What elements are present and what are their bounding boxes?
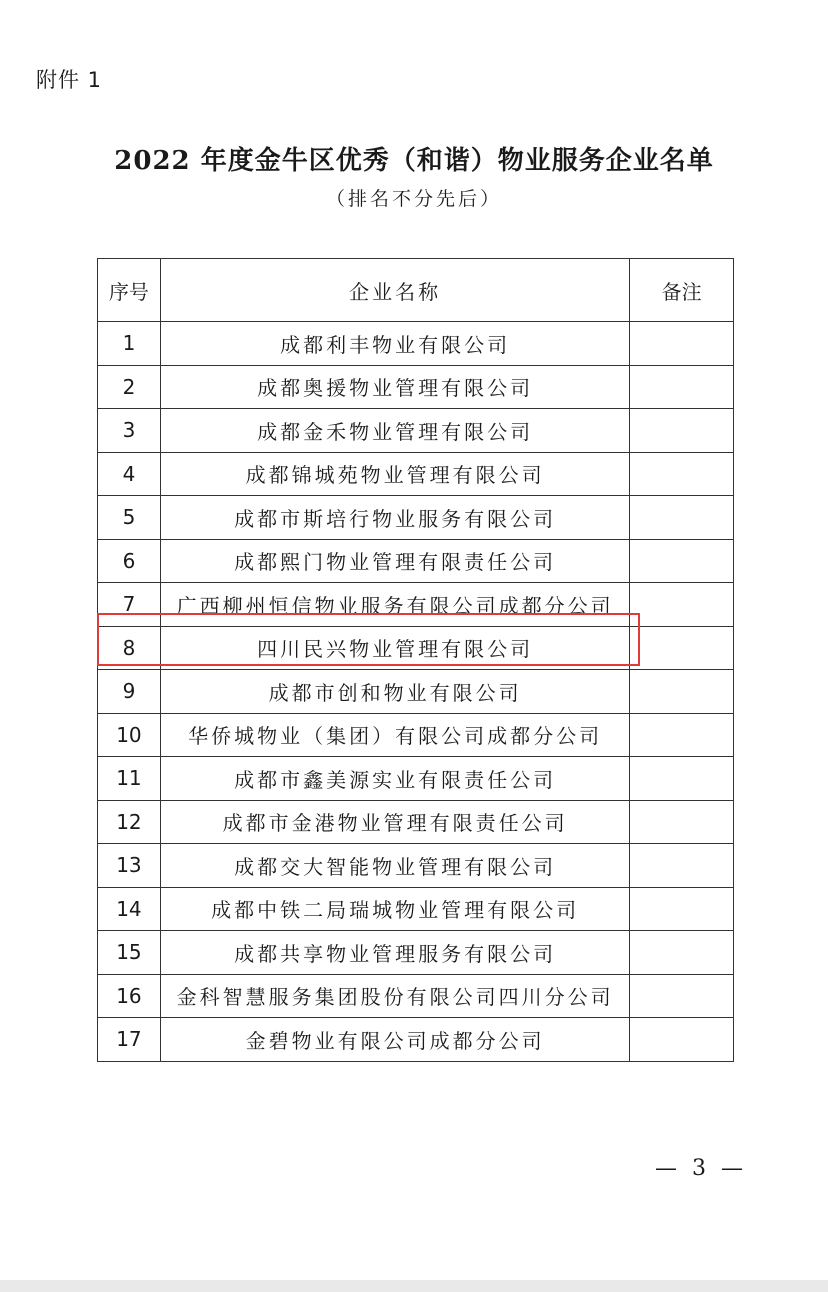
table-row [98, 583, 734, 627]
cell-serial-number: 17 [98, 1018, 161, 1062]
cell-enterprise-name: 广西柳州恒信物业服务有限公司成都分公司 [160, 583, 629, 627]
cell-enterprise-name: 成都利丰物业有限公司 [160, 322, 629, 366]
table-row [98, 800, 734, 844]
cell-remarks [630, 757, 734, 801]
cell-enterprise-name: 成都熙门物业管理有限责任公司 [160, 539, 629, 583]
cell-serial-number: 16 [98, 974, 161, 1018]
cell-enterprise-name: 成都市金港物业管理有限责任公司 [160, 800, 629, 844]
cell-remarks [630, 931, 734, 975]
cell-remarks [630, 322, 734, 366]
table-header-row [98, 259, 734, 322]
cell-serial-number: 12 [98, 800, 161, 844]
cell-remarks [630, 409, 734, 453]
cell-serial-number: 14 [98, 887, 161, 931]
cell-enterprise-name: 华侨城物业（集团）有限公司成都分公司 [160, 713, 629, 757]
table-row [98, 496, 734, 540]
document-subtitle: （排名不分先后） [325, 188, 502, 210]
cell-enterprise-name: 成都市斯培行物业服务有限公司 [160, 496, 629, 540]
cell-remarks [630, 583, 734, 627]
cell-remarks [630, 626, 734, 670]
cell-remarks [630, 365, 734, 409]
cell-serial-number: 1 [98, 322, 161, 366]
cell-enterprise-name: 成都金禾物业管理有限公司 [160, 409, 629, 453]
cell-remarks [630, 670, 734, 714]
table-row [98, 322, 734, 366]
cell-enterprise-name: 金碧物业有限公司成都分公司 [160, 1018, 629, 1062]
cell-remarks [630, 539, 734, 583]
cell-serial-number: 4 [98, 452, 161, 496]
cell-enterprise-name: 成都中铁二局瑞城物业管理有限公司 [160, 887, 629, 931]
cell-enterprise-name: 成都奥援物业管理有限公司 [160, 365, 629, 409]
cell-remarks [630, 1018, 734, 1062]
cell-remarks [630, 974, 734, 1018]
cell-serial-number: 15 [98, 931, 161, 975]
cell-enterprise-name: 四川民兴物业管理有限公司 [160, 626, 629, 670]
cell-serial-number: 9 [98, 670, 161, 714]
cell-serial-number: 7 [98, 583, 161, 627]
attachment-label: 附件 1 [36, 68, 103, 92]
cell-enterprise-name: 成都市创和物业有限公司 [160, 670, 629, 714]
page-number: — 3 — [655, 1156, 747, 1181]
cell-serial-number: 2 [98, 365, 161, 409]
cell-remarks [630, 496, 734, 540]
table-row [98, 365, 734, 409]
header-serial-number: 序号 [98, 259, 161, 322]
table-row [98, 670, 734, 714]
cell-enterprise-name: 成都锦城苑物业管理有限公司 [160, 452, 629, 496]
cell-serial-number: 3 [98, 409, 161, 453]
cell-serial-number: 10 [98, 713, 161, 757]
table-row [98, 1018, 734, 1062]
cell-remarks [630, 800, 734, 844]
header-enterprise-name: 企业名称 [160, 259, 629, 322]
table-row [98, 844, 734, 888]
table-row [98, 539, 734, 583]
cell-serial-number: 13 [98, 844, 161, 888]
table-row [98, 713, 734, 757]
document-title: 2022 年度金牛区优秀（和谐）物业服务企业名单 [114, 146, 714, 176]
cell-serial-number: 8 [98, 626, 161, 670]
cell-enterprise-name: 金科智慧服务集团股份有限公司四川分公司 [160, 974, 629, 1018]
table-row [98, 626, 734, 670]
cell-enterprise-name: 成都市鑫美源实业有限责任公司 [160, 757, 629, 801]
table-row [98, 452, 734, 496]
cell-enterprise-name: 成都共享物业管理服务有限公司 [160, 931, 629, 975]
table-row [98, 974, 734, 1018]
table-row [98, 757, 734, 801]
table-row [98, 409, 734, 453]
header-remarks: 备注 [630, 259, 734, 322]
table-body [98, 322, 734, 1062]
cell-remarks [630, 844, 734, 888]
cell-remarks [630, 713, 734, 757]
cell-serial-number: 6 [98, 539, 161, 583]
bottom-scroll-bar [0, 1280, 828, 1292]
cell-remarks [630, 887, 734, 931]
cell-serial-number: 11 [98, 757, 161, 801]
enterprise-table [97, 258, 734, 1062]
cell-enterprise-name: 成都交大智能物业管理有限公司 [160, 844, 629, 888]
cell-serial-number: 5 [98, 496, 161, 540]
table-row [98, 887, 734, 931]
cell-remarks [630, 452, 734, 496]
table-row [98, 931, 734, 975]
